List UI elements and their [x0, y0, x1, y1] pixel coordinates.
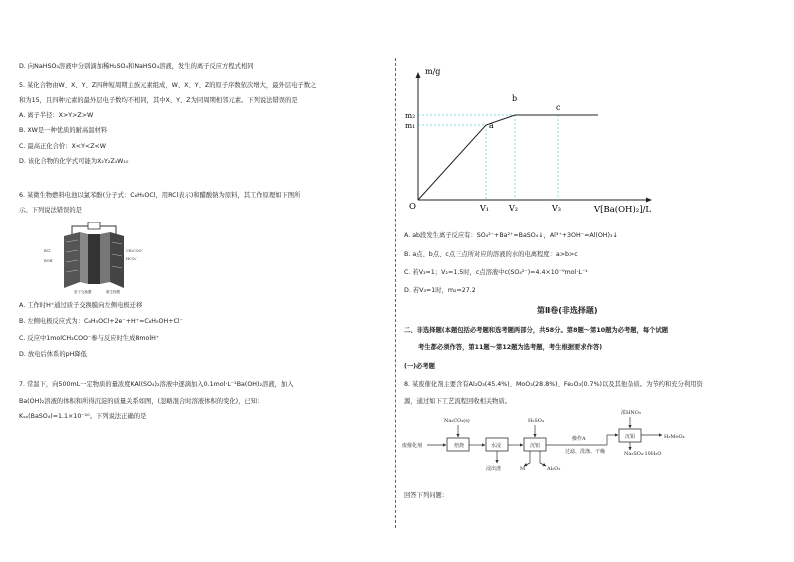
question-7-option-b: B. a点、b点、c点三点所对应的溶液的水的电离程度：a>b>c [404, 251, 578, 258]
point-c-label: c [556, 103, 561, 112]
question-8-line-2: 源，通过如下工艺流程回收相关物质。 [404, 398, 512, 405]
flow-ops: 操作A [572, 436, 586, 442]
question-6-option-d: D. 放电后体系的pH降低 [19, 351, 87, 358]
cell-label-biofilm: 微生物膜 [106, 290, 120, 294]
section-2-line-1: 二、非选择题(本题包括必考题和选考题两部分，共58分。第8题～第10题为必考题，每个试题 [404, 327, 669, 334]
flow-hno3: 浓HNO₃ [621, 410, 641, 416]
flow-precip-mo: 沉钼 [625, 434, 636, 440]
subsection-required: (一)必考题 [404, 363, 435, 370]
question-7-option-d: D. 若V₃=1时，m₂=27.2 [404, 287, 476, 294]
cell-label-membrane: 质子交换膜 [74, 290, 92, 294]
flow-h2so4: H₂SO₄ [528, 418, 544, 424]
point-a-label: a [489, 121, 494, 130]
flow-residue: 浸出渣 [486, 466, 502, 472]
process-flowchart [402, 408, 702, 480]
question-7-line-3: Kₛₚ(BaSO₄)=1.1×10⁻¹⁰。下列说法正确的是 [19, 413, 147, 420]
cell-label-rcl: RCl [44, 249, 51, 253]
question-8-line-1: 8. 某废催化剂主要含有Al₂O₃(45.4%)、MoO₃(28.8%)、Fe₂O₃(0.7%)以及其他杂质。为节约和充分利用资 [404, 381, 703, 388]
graph-origin: O [409, 202, 416, 212]
question-6-line-1: 6. 某微生物燃料电池以氯苯酚(分子式：C₆H₅OCl，用RCl表示)和醋酸钠为原料，其工作原理如下图所 [19, 192, 301, 199]
graph-ylabel: m/g [425, 67, 441, 76]
mass-curve [418, 115, 598, 200]
question-5-option-d: D. 该化合物的化学式可能为X₂Y₂Z₄W₁₀ [19, 158, 129, 165]
graph-m1-label: m₁ [405, 121, 416, 130]
graph-xlabel: V[Ba(OH)₂]/L [594, 205, 652, 215]
flow-roast: 焙烧 [454, 443, 465, 449]
question-4-option-d: D. 向NaHSO₃溶液中分别滴加稀H₂SO₄和NaHSO₄溶液，发生的离子反应方程式相同 [19, 63, 254, 70]
tick-v2-label: V₂ [509, 204, 518, 213]
question-5-option-c: C. 最高正化合价：X<Y<Z<W [19, 143, 107, 150]
question-6-option-b: B. 左侧电极反应式为：C₆H₅OCl+2e⁻+H⁺=C₆H₅OH+Cl⁻ [19, 318, 183, 325]
flow-na2so4: Na₂SO₄·10H₂O [624, 451, 662, 457]
precipitate-mass-graph [398, 62, 668, 220]
flow-na2co3: Na₂CO₃(s) [444, 418, 470, 424]
graph-m2-label: m₂ [405, 111, 416, 120]
question-5-option-a: A. 离子半径：X>Y>Z>W [19, 112, 94, 119]
question-6-option-a: A. 工作时H⁺通过质子交换膜向左侧电极迁移 [19, 302, 143, 309]
cell-label-roh: ROH [44, 259, 53, 263]
tick-v3-label: V₃ [552, 204, 561, 213]
question-7-line-1: 7. 常温下，向500mL一定物质的量浓度KAl(SO₄)₂溶液中逐滴加入0.1mol·L⁻¹Ba(OH)₂溶液，加入 [19, 381, 294, 388]
fuel-cell-diagram [44, 222, 144, 294]
question-6-option-c: C. 反应中1molCH₃COO⁻参与反应时生成8molH⁺ [19, 335, 160, 342]
flow-m: M [520, 466, 526, 472]
question-5-line-1: 5. 某化合物由W、X、Y、Z四种短周期主族元素组成，W、X、Y、Z的原子序数依次增大，最外层电子数之 [19, 82, 317, 89]
column-divider [395, 58, 396, 528]
question-7-option-a: A. ab段发生离子反应有：SO₄²⁻+Ba²⁺=BaSO₄↓，Al³⁺+3OH⁻=Al(OH)₃↓ [404, 232, 618, 239]
flow-al2o3: Al₂O₃ [547, 466, 561, 472]
question-6-line-2: 示。下列说法错误的是 [19, 207, 82, 214]
answer-prompt: 回答下列问题： [404, 492, 449, 499]
flow-leach: 水浸 [491, 443, 502, 449]
cell-label-acetate: CH₃COO⁻ [126, 249, 144, 253]
cell-label-bicarbonate: HCO₃⁻ [126, 257, 138, 261]
section-2-line-2: 考生都必须作答，第11题～第12题为选考题，考生根据要求作答) [418, 344, 603, 351]
question-7-option-c: C. 若V₃=1；V₂=1.5时，c点溶液中c(SO₄²⁻)=4.4×10⁻⁹mol·L⁻¹ [404, 269, 588, 276]
tick-v1-label: V₁ [480, 204, 489, 213]
section-title: 第Ⅱ卷(非选择题) [537, 306, 598, 315]
point-b-label: b [512, 94, 518, 103]
flow-start: 废催化剂 [402, 443, 423, 449]
question-7-line-2: Ba(OH)₂溶液的体积和所得沉淀的质量关系如图，(忽略混合时溶液体积的变化)，已知： [19, 398, 264, 405]
flow-h2moo4: H₂MoO₄ [664, 434, 685, 440]
question-5-option-b: B. XW是一种优质的耐高温材料 [19, 127, 108, 134]
flow-precip-al: 沉铝 [530, 443, 541, 449]
question-5-line-2: 和为15，且四种元素的最外层电子数均不相同，其中X、Y、Z为同周期相邻元素。下列说法错误的是 [19, 97, 298, 104]
flow-ops2: 过滤、洗涤、干燥 [565, 449, 606, 455]
